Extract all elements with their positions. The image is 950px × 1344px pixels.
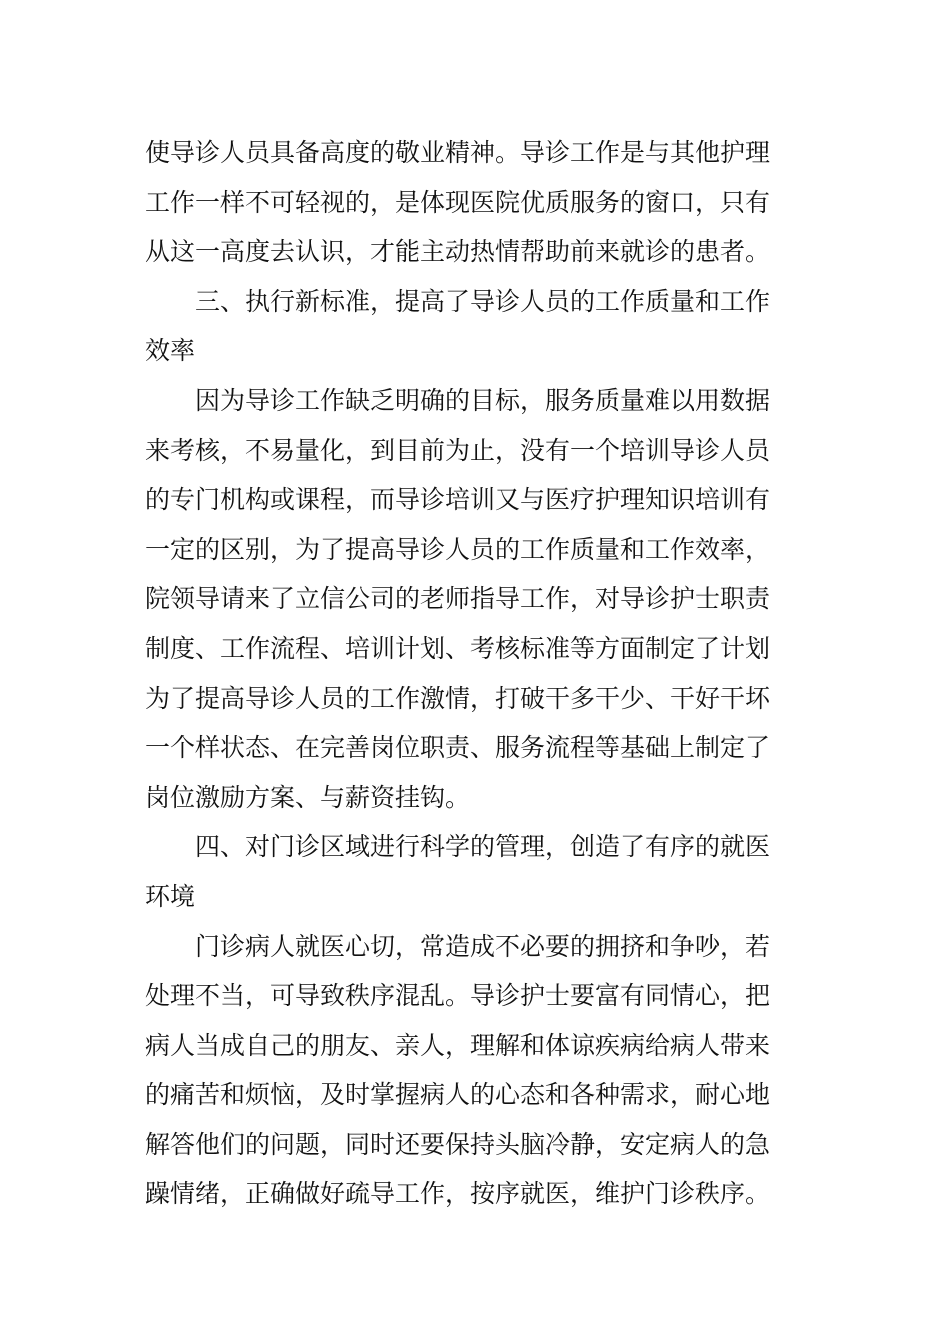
text-line: 一定的区别，为了提高导诊人员的工作质量和工作效率， [145,534,771,564]
text-line: 的痛苦和烦恼，及时掌握病人的心态和各种需求，耐心地 [145,1080,771,1110]
section-heading-3-cont: 效率 [145,336,196,366]
text-line: 解答他们的问题，同时还要保持头脑冷静，安定病人的急 [145,1129,771,1159]
text-line: 院领导请来了立信公司的老师指导工作，对导诊护士职责 [145,584,771,614]
text-line: 岗位激励方案、与薪资挂钩。 [145,782,471,812]
text-line: 处理不当，可导致秩序混乱。导诊护士要富有同情心，把 [145,981,771,1011]
text-line: 来考核，不易量化，到目前为止，没有一个培训导诊人员 [145,435,771,465]
text-line: 的专门机构或课程，而导诊培训又与医疗护理知识培训有 [145,485,771,515]
text-line: 一个样状态、在完善岗位职责、服务流程等基础上制定了 [145,733,771,763]
text-line: 门诊病人就医心切，常造成不必要的拥挤和争吵，若 [195,931,771,961]
text-line: 使导诊人员具备高度的敬业精神。导诊工作是与其他护理 [145,138,771,167]
section-heading-3: 三、执行新标准，提高了导诊人员的工作质量和工作 [195,286,771,316]
section-heading-4-cont: 环境 [145,881,196,911]
text-line: 制度、工作流程、培训计划、考核标准等方面制定了计划 [145,633,771,663]
text-line: 为了提高导诊人员的工作激情，打破干多干少、干好干坏 [145,683,771,713]
text-line: 因为导诊工作缺乏明确的目标，服务质量难以用数据 [195,385,771,415]
section-heading-4: 四、对门诊区域进行科学的管理，创造了有序的就医 [195,832,771,862]
text-line: 工作一样不可轻视的，是体现医院优质服务的窗口，只有 [145,187,771,217]
text-line: 病人当成自己的朋友、亲人，理解和体谅疾病给病人带来 [145,1030,771,1060]
text-line: 从这一高度去认识，才能主动热情帮助前来就诊的患者。 [145,237,771,267]
text-line: 躁情绪，正确做好疏导工作，按序就医，维护门诊秩序。 [145,1179,771,1209]
document-body [145,128,785,1219]
